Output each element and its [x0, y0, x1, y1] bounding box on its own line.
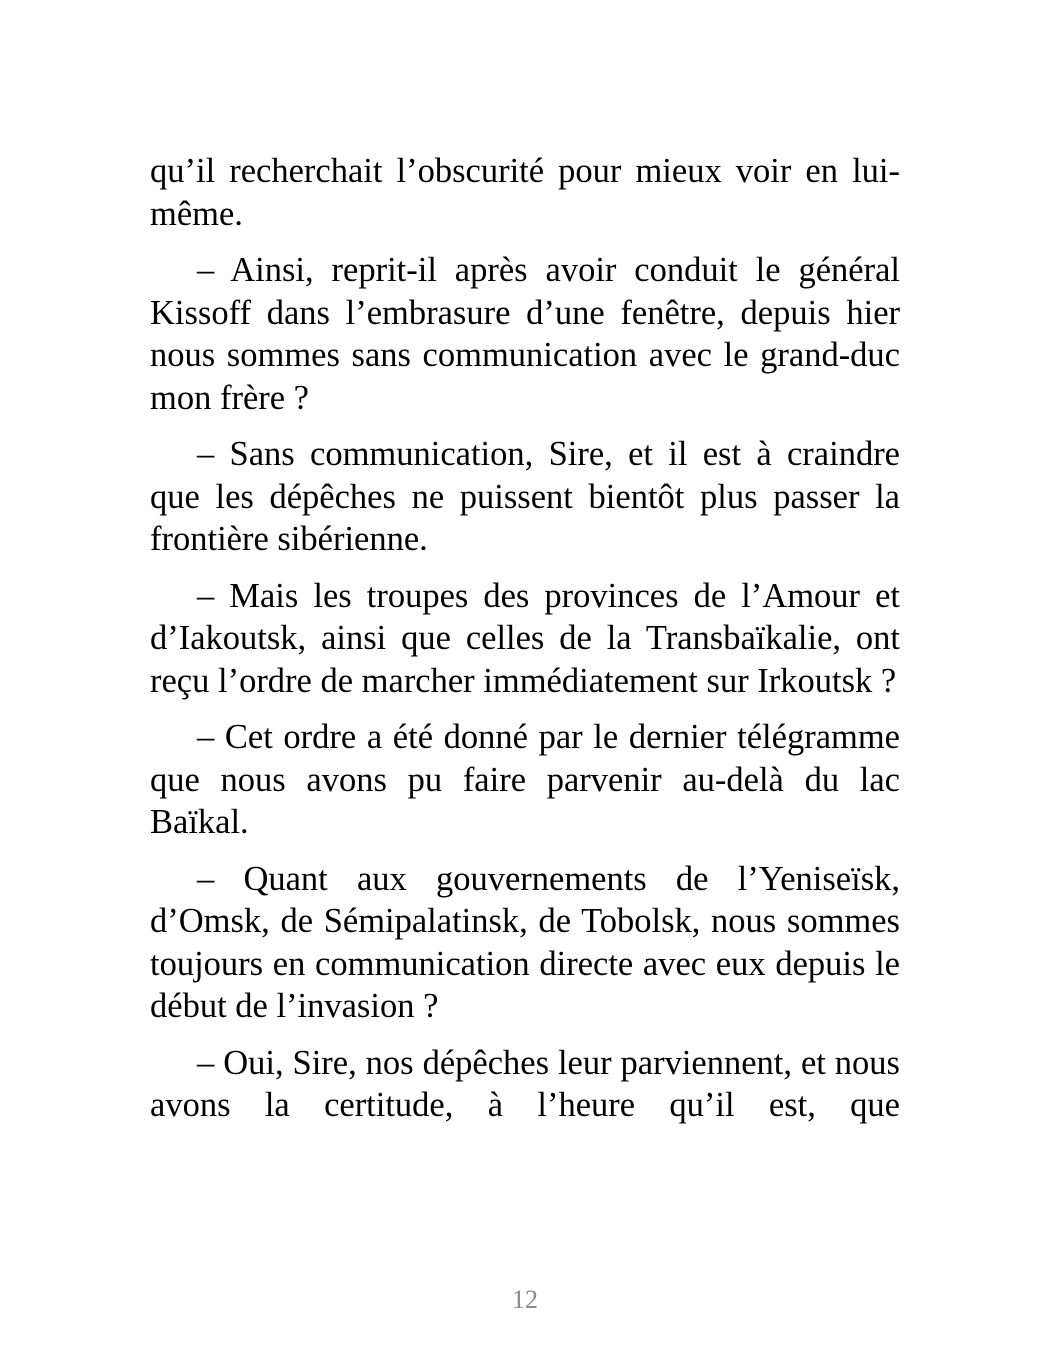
paragraph-dialogue: – Cet ordre a été donné par le dernier télégramme que nous avons pu faire parvenir au-delà du lac Baïkal.	[150, 718, 900, 841]
page-number: 12	[512, 1285, 538, 1314]
paragraph-dialogue: – Ainsi, reprit-il après avoir conduit le général Kissoff dans l’embrasure d’une fenêtre, depuis hier nous sommes sans communication avec le grand-duc mon frère ?	[150, 251, 900, 417]
paragraph-dialogue: – Mais les troupes des provinces de l’Amour et d’Iakoutsk, ainsi que celles de la Transbaïkalie, ont reçu l’ordre de marcher immédiatement sur Irkoutsk ?	[150, 576, 900, 700]
paragraph-continuation: qu’il recherchait l’obscurité pour mieux voir en lui-même.	[150, 152, 900, 233]
body-text	[150, 150, 900, 1127]
paragraph-dialogue: – Oui, Sire, nos dépêches leur parviennent, et nous avons la certitude, à l’heure qu’il est, que	[150, 1043, 900, 1124]
paragraph-dialogue: – Quant aux gouvernements de l’Yeniseïsk, d’Omsk, de Sémipalatinsk, de Tobolsk, nous sommes toujours en communication directe avec eux depuis le début de l’invasion ?	[150, 859, 900, 1025]
paragraph-dialogue: – Sans communication, Sire, et il est à craindre que les dépêches ne puissent bientôt plus passer la frontière sibérienne.	[150, 435, 900, 558]
